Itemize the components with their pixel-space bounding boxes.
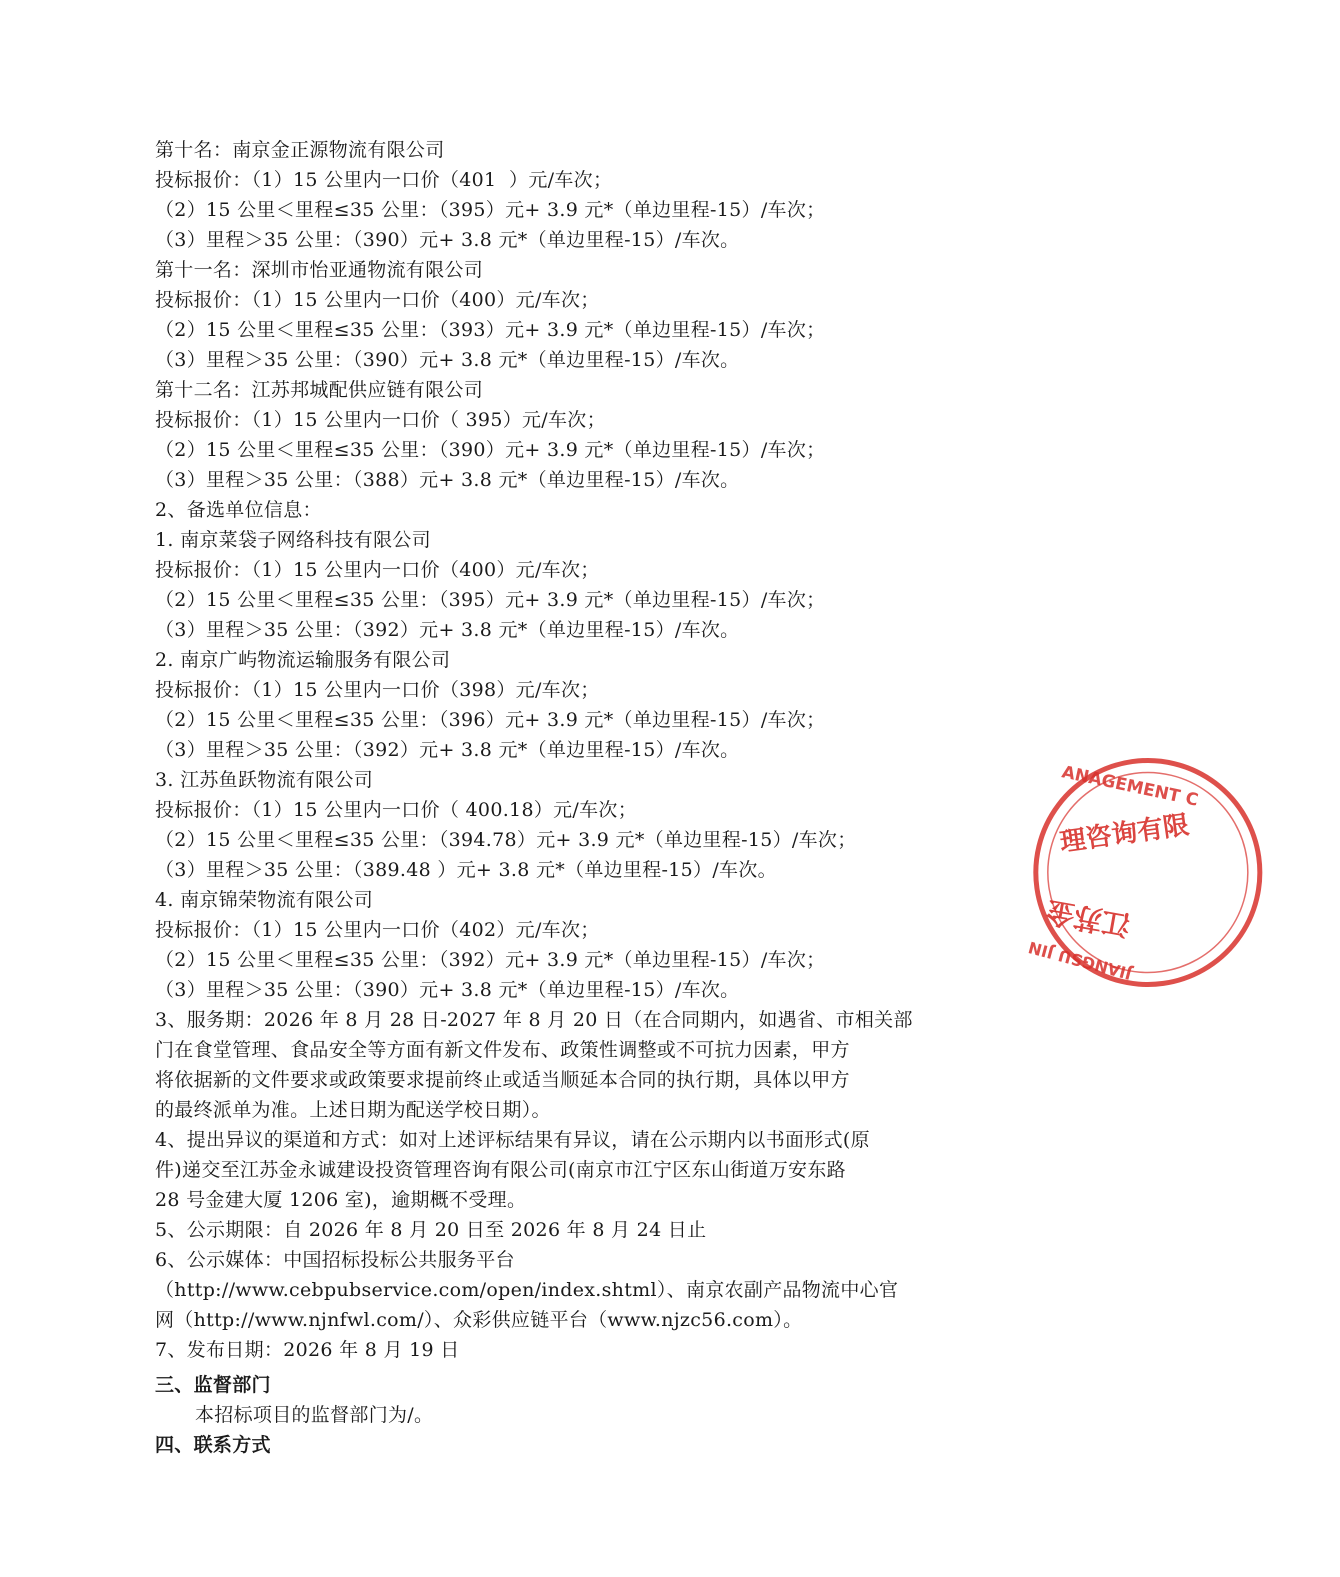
supervision-text: 本招标项目的监督部门为/。 [195, 1404, 434, 1426]
alternate-2-bid-line-1: 投标报价：（1）15 公里内一口价（398）元/车次； [155, 679, 600, 701]
publicity-media-line-3: 网（http://www.njnfwl.com/）、众彩供应链平台（www.njzc56.com）。 [155, 1309, 803, 1331]
rank-11-bid-line-3: （3）里程＞35 公里：（390）元+ 3.8 元*（单边里程-15）/车次。 [155, 349, 740, 371]
publish-date: 7、发布日期：2026 年 8 月 19 日 [155, 1339, 460, 1361]
alternate-4-bid-line-1: 投标报价：（1）15 公里内一口价（402）元/车次； [155, 919, 600, 941]
service-period-line-4: 的最终派单为准。上述日期为配送学校日期）。 [155, 1099, 551, 1121]
alternate-1-bid-line-1: 投标报价：（1）15 公里内一口价（400）元/车次； [155, 559, 600, 581]
objection-line-2: 件)递交至江苏金永诚建设投资管理咨询有限公司(南京市江宁区东山街道万安东路 [155, 1159, 846, 1181]
rank-12-bid-line-3: （3）里程＞35 公里：（388）元+ 3.8 元*（单边里程-15）/车次。 [155, 469, 740, 491]
rank-10-heading: 第十名：南京金正源物流有限公司 [155, 139, 445, 161]
publicity-media-line-1: 6、公示媒体：中国招标投标公共服务平台 [155, 1249, 515, 1271]
rank-10-bid-line-3: （3）里程＞35 公里：（390）元+ 3.8 元*（单边里程-15）/车次。 [155, 229, 740, 251]
alternate-4-heading: 4. 南京锦荣物流有限公司 [155, 889, 374, 911]
rank-12-heading: 第十二名：江苏邦城配供应链有限公司 [155, 379, 484, 401]
alternate-4-bid-line-2: （2）15 公里＜里程≤35 公里：（392）元+ 3.9 元*（单边里程-15）/车次； [155, 949, 826, 971]
svg-text:JIANGSU JIN: JIANGSU JIN [1026, 937, 1134, 984]
section-contact-heading: 四、联系方式 [155, 1434, 271, 1456]
alternate-3-bid-line-3: （3）里程＞35 公里：（389.48 ）元+ 3.8 元*（单边里程-15）/车次。 [155, 859, 777, 881]
rank-12-bid-line-2: （2）15 公里＜里程≤35 公里：（390）元+ 3.9 元*（单边里程-15）/车次； [155, 439, 826, 461]
svg-text:江苏金: 江苏金 [1043, 894, 1133, 942]
rank-11-bid-line-1: 投标报价：（1）15 公里内一口价（400）元/车次； [155, 289, 600, 311]
rank-11-heading: 第十一名：深圳市怡亚通物流有限公司 [155, 259, 484, 281]
rank-12-bid-line-1: 投标报价：（1）15 公里内一口价（ 395）元/车次； [155, 409, 606, 431]
alternate-1-bid-line-2: （2）15 公里＜里程≤35 公里：（395）元+ 3.9 元*（单边里程-15）/车次； [155, 589, 826, 611]
rank-10-bid-line-1: 投标报价：（1）15 公里内一口价（401 ）元/车次； [155, 169, 613, 191]
alternate-3-bid-line-1: 投标报价：（1）15 公里内一口价（ 400.18）元/车次； [155, 799, 638, 821]
service-period-line-2: 门在食堂管理、食品安全等方面有新文件发布、政策性调整或不可抗力因素，甲方 [155, 1039, 850, 1061]
publicity-media-line-2: （http://www.cebpubservice.com/open/index.shtml）、南京农副产品物流中心官 [155, 1279, 899, 1301]
section-supervision-heading: 三、监督部门 [155, 1374, 271, 1396]
service-period-line-3: 将依据新的文件要求或政策要求提前终止或适当顺延本合同的执行期，具体以甲方 [155, 1069, 850, 1091]
alternate-4-bid-line-3: （3）里程＞35 公里：（390）元+ 3.8 元*（单边里程-15）/车次。 [155, 979, 740, 1001]
alternate-1-heading: 1. 南京菜袋子网络科技有限公司 [155, 529, 431, 551]
alternates-heading: 2、备选单位信息： [155, 499, 322, 521]
objection-line-1: 4、提出异议的渠道和方式：如对上述评标结果有异议，请在公示期内以书面形式(原 [155, 1129, 870, 1151]
rank-10-bid-line-2: （2）15 公里＜里程≤35 公里：（395）元+ 3.9 元*（单边里程-15）/车次； [155, 199, 826, 221]
alternate-3-heading: 3. 江苏鱼跃物流有限公司 [155, 769, 374, 791]
alternate-1-bid-line-3: （3）里程＞35 公里：（392）元+ 3.8 元*（单边里程-15）/车次。 [155, 619, 740, 641]
publicity-period: 5、公示期限：自 2026 年 8 月 20 日至 2026 年 8 月 24 日止 [155, 1219, 707, 1241]
rank-11-bid-line-2: （2）15 公里＜里程≤35 公里：（393）元+ 3.9 元*（单边里程-15）/车次； [155, 319, 826, 341]
service-period-line-1: 3、服务期：2026 年 8 月 28 日-2027 年 8 月 20 日（在合同期内，如遇省、市相关部 [155, 1009, 913, 1031]
svg-text:ANAGEMENT C: ANAGEMENT C [1059, 762, 1200, 811]
svg-text:理咨询有限: 理咨询有限 [1058, 810, 1191, 859]
alternate-2-bid-line-2: （2）15 公里＜里程≤35 公里：（396）元+ 3.9 元*（单边里程-15）/车次； [155, 709, 826, 731]
alternate-2-bid-line-3: （3）里程＞35 公里：（392）元+ 3.8 元*（单边里程-15）/车次。 [155, 739, 740, 761]
alternate-3-bid-line-2: （2）15 公里＜里程≤35 公里：（394.78）元+ 3.9 元*（单边里程-15）/车次； [155, 829, 857, 851]
company-seal-stamp [1026, 745, 1200, 995]
objection-line-3: 28 号金建大厦 1206 室)，逾期概不受理。 [155, 1189, 527, 1211]
alternate-2-heading: 2. 南京广屿物流运输服务有限公司 [155, 649, 451, 671]
